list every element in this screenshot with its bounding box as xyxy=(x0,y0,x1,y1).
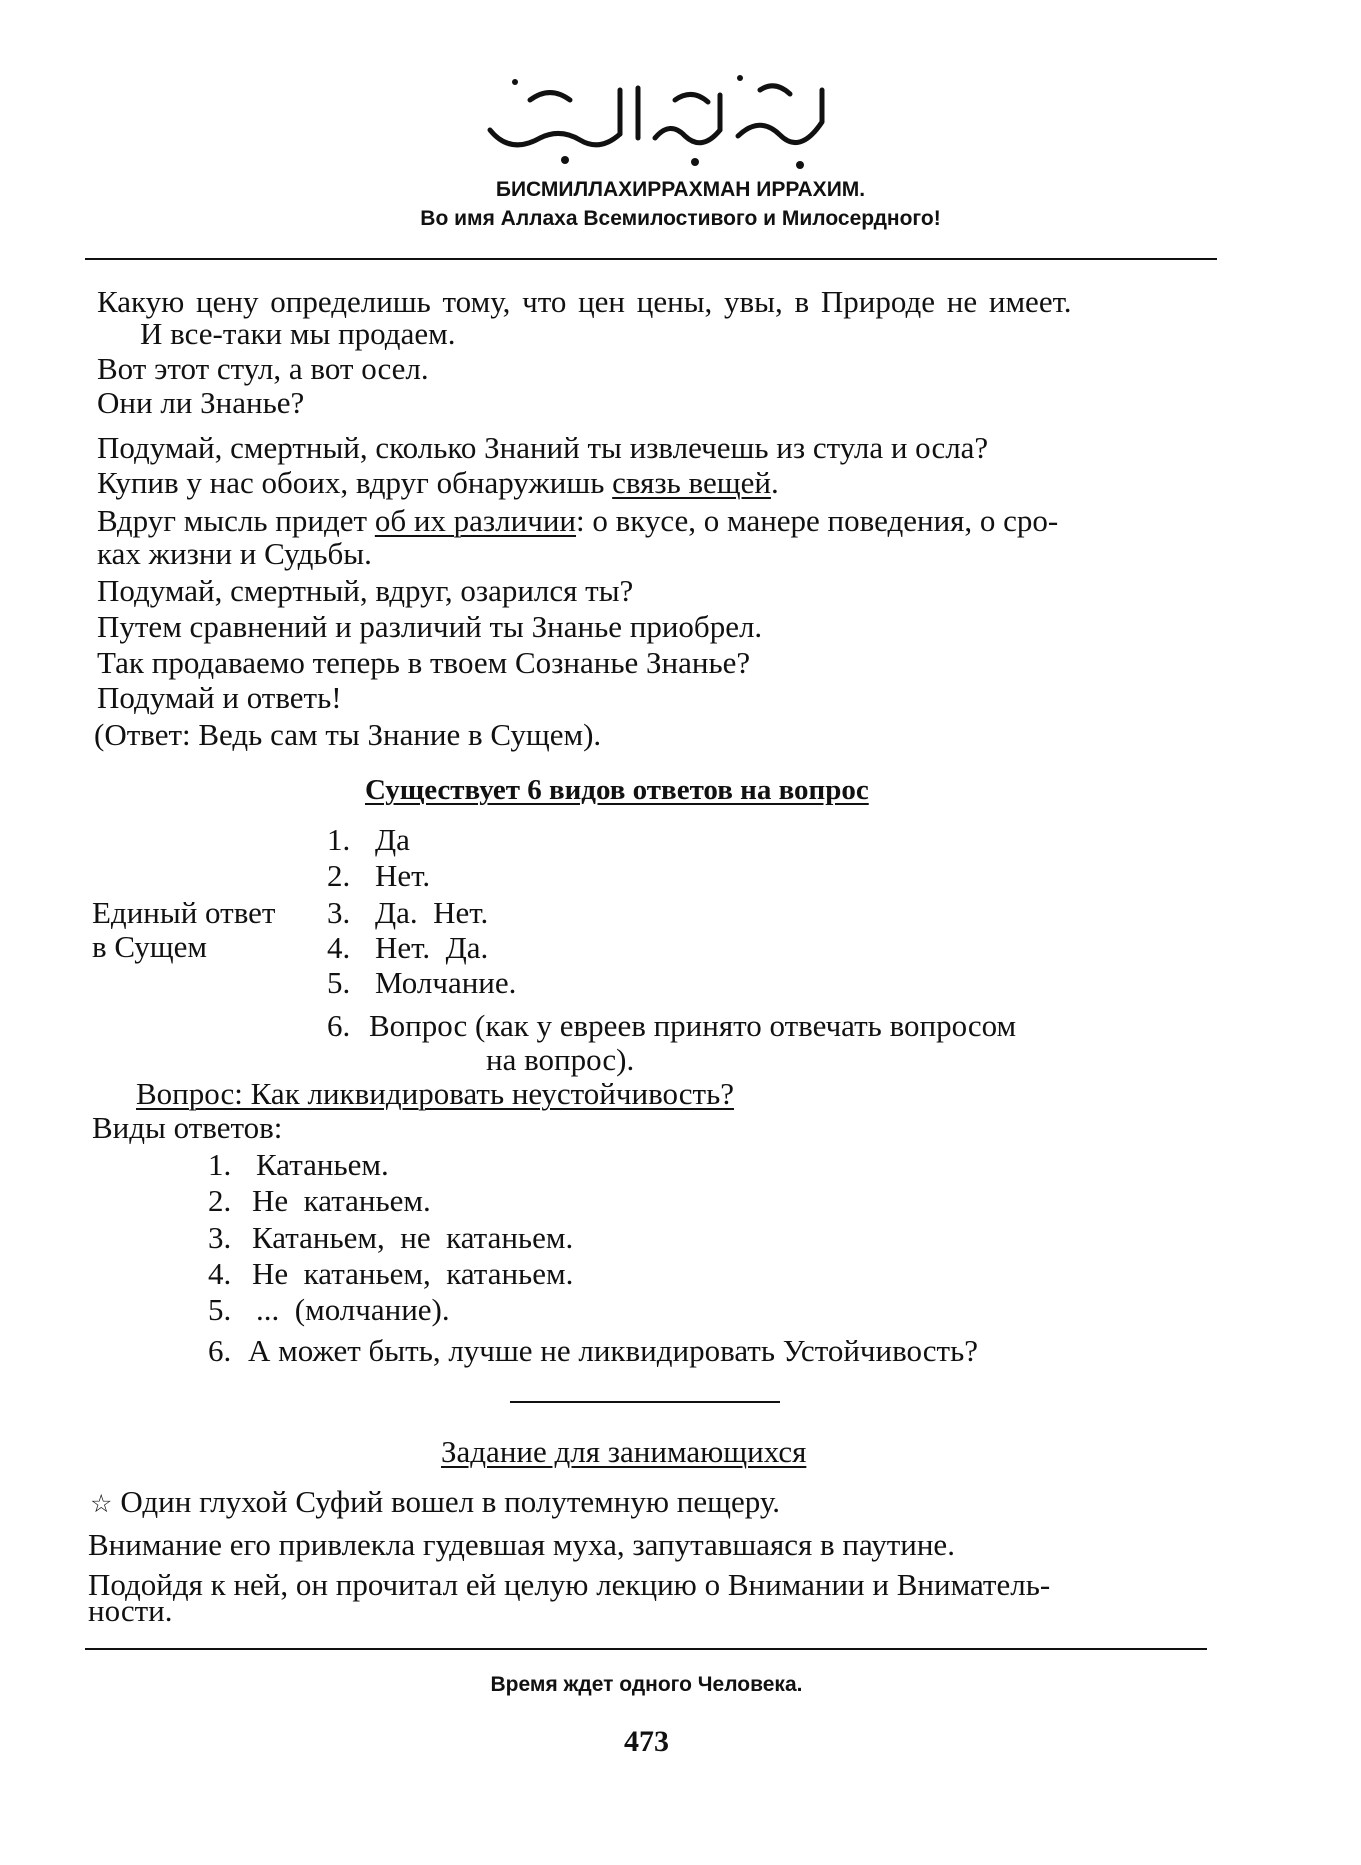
answer-item xyxy=(327,1008,1016,1044)
item-text: Нет. Да. xyxy=(375,930,489,965)
bismillah-calligraphy xyxy=(470,60,840,175)
star-icon: ☆ xyxy=(90,1491,113,1518)
question-answer-item xyxy=(208,1292,450,1328)
answer-item xyxy=(327,858,430,894)
poem-line-4: Они ли Знанье? xyxy=(97,385,305,420)
poem-line-7-end: : о вкусе, о манере поведения, о сро- xyxy=(576,503,1059,538)
poem-line-11: Так продаваемо теперь в твоем Сознанье Знанье? xyxy=(97,645,751,680)
section-heading: Существует 6 видов ответов на вопрос xyxy=(365,774,869,806)
poem-line-6-end: . xyxy=(770,465,779,500)
page-number: 473 xyxy=(624,1725,669,1758)
poem-line-3: Вот этот стул, а вот осел. xyxy=(97,351,429,386)
item-text: Вопрос (как у евреев принято отвечать вопросом xyxy=(369,1008,1017,1043)
task-line-4: ности. xyxy=(88,1593,173,1628)
page-title: БИСМИЛЛАХИРРАХМАН ИРРАХИМ. xyxy=(495,178,866,201)
task-text: Один глухой Суфий вошел в полутемную пещеру. xyxy=(120,1484,780,1519)
item-number: 3. xyxy=(208,1220,232,1255)
side-label: в Сущем xyxy=(92,929,208,964)
section-divider xyxy=(510,1401,780,1403)
item-number: 4. xyxy=(327,930,351,965)
question-answer-item xyxy=(208,1333,978,1369)
item-number: 6. xyxy=(208,1333,232,1368)
item-number: 1. xyxy=(208,1147,232,1182)
poem-line-7 xyxy=(97,503,1058,539)
poem-line-13: (Ответ: Ведь сам ты Знание в Сущем). xyxy=(94,717,602,752)
item-text: Да. Нет. xyxy=(375,895,489,930)
item-text: Катаньем. xyxy=(256,1147,389,1182)
poem-line-6-text: Купив у нас обоих, вдруг обнаружишь xyxy=(97,465,613,500)
task-heading: Задание для занимающихся xyxy=(441,1434,807,1469)
underlined-phrase: связь вещей xyxy=(612,465,771,500)
footer-motto: Время ждет одного Человека. xyxy=(490,1673,803,1696)
poem-line-9: Подумай, смертный, вдруг, озарился ты? xyxy=(97,573,634,608)
item-number: 5. xyxy=(208,1292,232,1327)
poem-line-6 xyxy=(97,465,779,501)
poem-line-5: Подумай, смертный, сколько Знаний ты извлечешь из стула и осла? xyxy=(97,430,989,465)
question-title: Вопрос: Как ликвидировать неустойчивость? xyxy=(136,1076,734,1111)
item-text: Не катаньем. xyxy=(252,1183,431,1218)
item-number: 1. xyxy=(327,822,351,857)
poem-line-10: Путем сравнений и различий ты Знанье приобрел. xyxy=(97,609,763,644)
poem-line-2: И все-таки мы продаем. xyxy=(140,316,456,351)
poem-line-1: Какую цену определишь тому, что цен цены, увы, в Природе не имеет. xyxy=(97,284,1072,319)
task-line-3: Подойдя к ней, он прочитал ей целую лекцию о Внимании и Вниматель- xyxy=(88,1567,1051,1602)
page-subtitle: Во имя Аллаха Всемилостивого и Милосердного! xyxy=(420,207,941,230)
answer-item xyxy=(327,895,488,931)
question-answer-item xyxy=(208,1147,389,1183)
item-number: 5. xyxy=(327,965,351,1000)
item-text: Да xyxy=(375,822,410,857)
task-line-1 xyxy=(90,1484,780,1523)
footer-rule xyxy=(85,1648,1207,1650)
question-answer-item xyxy=(208,1183,431,1219)
answer-item xyxy=(327,822,410,858)
poem-line-8: ках жизни и Судьбы. xyxy=(97,536,372,571)
item-text: Катаньем, не катаньем. xyxy=(252,1220,574,1255)
answers-label: Виды ответов: xyxy=(92,1110,283,1145)
item-text: Не катаньем, катаньем. xyxy=(252,1256,574,1291)
question-answer-item xyxy=(208,1256,573,1292)
underlined-phrase: об их различии xyxy=(374,503,577,538)
item-number: 2. xyxy=(327,858,351,893)
item-number: 3. xyxy=(327,895,351,930)
task-line-2: Внимание его привлекла гудевшая муха, запутавшаяся в паутине. xyxy=(88,1527,955,1562)
item-text: А может быть, лучше не ликвидировать Устойчивость? xyxy=(248,1333,978,1368)
side-label: Единый ответ xyxy=(92,895,276,930)
item-text: ... (молчание). xyxy=(256,1292,450,1327)
item-number: 2. xyxy=(208,1183,232,1218)
header-rule xyxy=(85,258,1217,260)
question-answer-item xyxy=(208,1220,573,1256)
answer-item xyxy=(327,965,516,1001)
answer-item xyxy=(327,930,488,966)
poem-line-12: Подумай и ответь! xyxy=(97,680,342,715)
poem-line-7-text: Вдруг мысль придет xyxy=(97,503,375,538)
answer-item-continuation: на вопрос). xyxy=(486,1042,635,1077)
item-number: 6. xyxy=(327,1008,351,1043)
item-text: Нет. xyxy=(375,858,431,893)
item-number: 4. xyxy=(208,1256,232,1291)
item-text: Молчание. xyxy=(375,965,517,1000)
